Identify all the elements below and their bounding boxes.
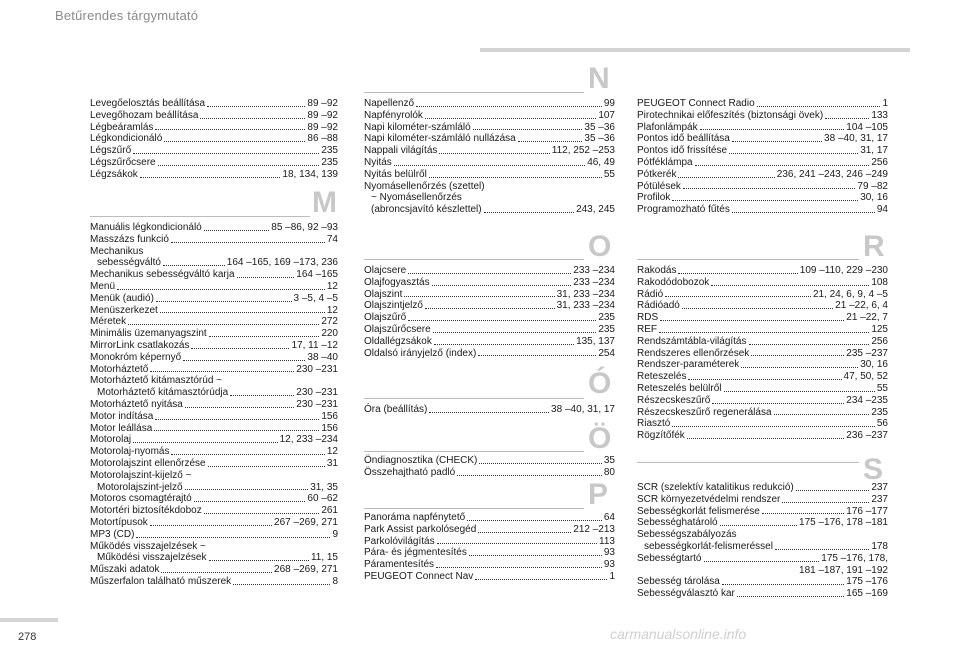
- list-item: Légbeáramlás 89 –92: [90, 121, 338, 133]
- section-divider: [364, 259, 584, 260]
- list-item: Napi kilométer-számláló nullázása 35 –36: [364, 133, 615, 145]
- list-item: Motorháztető kitámasztórúdja 230 –231: [97, 387, 338, 399]
- list-item: Sebességtartó 175 –176, 178,: [637, 552, 888, 564]
- section-divider: [637, 259, 859, 260]
- list-item: PEUGEOT Connect Nav 1: [364, 570, 615, 582]
- list-item: Olajszintjelző 31, 233 –234: [364, 300, 615, 312]
- list-item: Nyitás belülről 55: [364, 168, 615, 180]
- list-item: Pirotechnikai előfeszítés (biztonsági övek) 133: [637, 109, 888, 121]
- list-item: Rádió 21, 24, 6, 9, 4 –5: [637, 288, 888, 300]
- list-item: Monokróm képernyő 38 –40: [90, 351, 338, 363]
- list-item: Olajszűrő 235: [364, 312, 615, 324]
- list-item: Nyitás 46, 49: [364, 156, 615, 168]
- list-item: Motorolajszint ellenőrzése 31: [90, 457, 338, 469]
- page-header-title: Betűrendes tárgymutató: [55, 8, 199, 23]
- list-item: Panoráma napfénytető 64: [364, 512, 615, 523]
- list-item: Motorolajszint-kijelző ~: [90, 469, 192, 481]
- list-item: Sebességválasztó kar 165 –169: [637, 588, 888, 600]
- list-item: REF 125: [637, 323, 888, 335]
- list-item: sebességkorlát-felismeréssel 178: [644, 540, 888, 552]
- list-item: Oldallégzsákok 135, 137: [364, 335, 615, 347]
- list-item: Napellenző 99: [364, 98, 615, 109]
- list-item: Motortéri biztosítékdoboz 261: [90, 505, 338, 517]
- index-block-o: [364, 265, 615, 359]
- section-letter-r: R: [863, 230, 885, 263]
- list-item: Pótkerék 236, 241 –243, 246 –249: [637, 168, 888, 180]
- list-item: Összehajtható padló 80: [364, 466, 615, 478]
- list-item: Pontos idő beállítása 38 –40, 31, 17: [637, 133, 888, 145]
- list-item: Oldalsó irányjelző (index) 254: [364, 347, 615, 359]
- index-block-o-acute: [364, 404, 615, 416]
- list-item: Rendszámtábla-világítás 256: [637, 335, 888, 347]
- list-item: RDS 21 –22, 7: [637, 312, 888, 324]
- list-item: Sebességszabályozás: [637, 529, 737, 541]
- section-divider: [364, 92, 584, 93]
- list-item: Légzsákok 18, 134, 139: [90, 168, 338, 180]
- list-item: Pontos idő frissítése 31, 17: [637, 145, 888, 157]
- list-item: Műszerfalon található műszerek 8: [90, 575, 338, 587]
- index-block-m: [90, 222, 338, 588]
- list-item: Olajszint 31, 233 –234: [364, 288, 615, 300]
- list-item: Levegőhozam beállítása 89 –92: [90, 109, 338, 121]
- list-item: Sebesség tárolása 175 –176: [637, 576, 888, 588]
- list-item: Működés visszajelzések ~: [90, 540, 206, 552]
- list-item: Motorháztető nyitása 230 –231: [90, 398, 338, 410]
- list-item: MP3 (CD) 9: [90, 528, 338, 540]
- index-block-n: [364, 98, 615, 216]
- section-letter-o: O: [588, 230, 612, 263]
- index-block-r: [637, 265, 888, 442]
- list-item: Napfényrolók 107: [364, 109, 615, 121]
- list-item: Olajcsere 233 –234: [364, 265, 615, 276]
- list-item: SCR (szelektív katalitikus redukció) 237: [637, 482, 888, 493]
- list-item: Manuális légkondicionáló 85 –86, 92 –93: [90, 222, 338, 233]
- section-divider: [364, 398, 584, 399]
- list-item: PEUGEOT Connect Radio 1: [637, 98, 888, 109]
- list-item: Plafonlámpák 104 –105: [637, 121, 888, 133]
- list-item: ~ Nyomásellenőrzés: [371, 192, 462, 204]
- list-item: Motorolaj-nyomás 12: [90, 446, 338, 458]
- list-item: 181 –187, 191 –192: [799, 564, 888, 576]
- list-item: Rakodás 109 –110, 229 –230: [637, 265, 888, 276]
- list-item: Olajszűrőcsere 235: [364, 323, 615, 335]
- list-item: Minimális üzemanyagszint 220: [90, 328, 338, 340]
- list-item: Menük (audió) 3 –5, 4 –5: [90, 292, 338, 304]
- list-item: (abroncsjavító készlettel) 243, 245: [371, 204, 615, 216]
- list-item: Pótféklámpa 256: [637, 156, 888, 168]
- page-number: 278: [18, 631, 37, 643]
- list-item: Napi kilométer-számláló 35 –36: [364, 121, 615, 133]
- list-item: Rögzítőfék 236 –237: [637, 430, 888, 442]
- section-letter-p: P: [588, 478, 609, 511]
- list-item: Öndiagnosztika (CHECK) 35: [364, 455, 615, 466]
- index-block-p-continued: [637, 98, 888, 216]
- list-item: Olajfogyasztás 233 –234: [364, 276, 615, 288]
- header-divider: [480, 48, 910, 52]
- list-item: Óra (beállítás) 38 –40, 31, 17: [364, 404, 615, 415]
- list-item: Menü 12: [90, 280, 338, 292]
- list-item: Működési visszajelzések 11, 15: [97, 552, 338, 564]
- section-divider: [364, 508, 584, 509]
- section-letter-n: N: [588, 62, 610, 95]
- list-item: Profilok 30, 16: [637, 192, 888, 204]
- list-item: Motorolaj 12, 233 –234: [90, 434, 338, 446]
- list-item: Légkondicionáló 86 –88: [90, 133, 338, 145]
- list-item: Motor leállása 156: [90, 422, 338, 434]
- list-item: Motorolajszint-jelző 31, 35: [97, 481, 338, 493]
- list-item: Reteszelés 47, 50, 52: [637, 371, 888, 383]
- index-block-o-umlaut: [364, 455, 615, 479]
- list-item: Riasztó 56: [637, 418, 888, 430]
- list-item: Pótülések 79 –82: [637, 180, 888, 192]
- list-item: Nappali világítás 112, 252 –253: [364, 145, 615, 157]
- section-letter-o-acute: Ó: [588, 367, 612, 400]
- list-item: Motor indítása 156: [90, 410, 338, 422]
- list-item: Sebességkorlát felismerése 176 –177: [637, 505, 888, 517]
- footer-divider: [0, 618, 58, 622]
- list-item: Nyomásellenőrzés (szettel): [364, 180, 485, 192]
- list-item: Műszaki adatok 268 –269, 271: [90, 564, 338, 576]
- list-item: Motorháztető 230 –231: [90, 363, 338, 375]
- list-item: Részecskeszűrő 234 –235: [637, 394, 888, 406]
- list-item: Sebességhatároló 175 –176, 178 –181: [637, 517, 888, 529]
- list-item: Parkolóvilágítás 113: [364, 535, 615, 547]
- list-item: Masszázs funkció 74: [90, 233, 338, 245]
- list-item: sebességváltó 164 –165, 169 –173, 236: [97, 257, 338, 269]
- list-item: Páramentesítés 93: [364, 559, 615, 571]
- list-item: Park Assist parkolósegéd 212 –213: [364, 523, 615, 535]
- list-item: Rakodódobozok 108: [637, 276, 888, 288]
- list-item: Rádióadó 21 –22, 6, 4: [637, 300, 888, 312]
- index-block-p: [364, 512, 615, 583]
- list-item: Légszűrő 235: [90, 145, 338, 157]
- list-item: Részecskeszűrő regenerálása 235: [637, 406, 888, 418]
- list-item: Programozható fűtés 94: [637, 204, 888, 216]
- list-item: Motoros csomagtérajtó 60 –62: [90, 493, 338, 505]
- list-item: Rendszer-paraméterek 30, 16: [637, 359, 888, 371]
- index-block-l-continued: [90, 98, 338, 181]
- section-divider: [637, 462, 859, 463]
- list-item: Motorháztető kitámasztórúd ~: [90, 375, 223, 387]
- list-item: SCR környezetvédelmi rendszer 237: [637, 493, 888, 505]
- list-item: Légszűrőcsere 235: [90, 156, 338, 168]
- section-letter-o-umlaut: Ö: [588, 422, 612, 455]
- list-item: MirrorLink csatlakozás 17, 11 –12: [90, 339, 338, 351]
- list-item: Mechanikus: [90, 245, 144, 257]
- list-item: Rendszeres ellenőrzések 235 –237: [637, 347, 888, 359]
- watermark: carmanualsonline.info: [610, 626, 747, 642]
- index-block-s: [637, 482, 888, 600]
- list-item: Mechanikus sebességváltó karja 164 –165: [90, 269, 338, 281]
- list-item: Reteszelés belülről 55: [637, 382, 888, 394]
- section-letter-s: S: [863, 453, 884, 486]
- section-divider: [364, 451, 584, 452]
- list-item: Levegőelosztás beállítása 89 –92: [90, 98, 338, 109]
- list-item: Méretek 272: [90, 316, 338, 328]
- section-letter-m: M: [312, 186, 337, 219]
- section-divider: [90, 216, 310, 217]
- list-item: Motortípusok 267 –269, 271: [90, 516, 338, 528]
- list-item: Pára- és jégmentesítés 93: [364, 547, 615, 559]
- list-item: Menüszerkezet 12: [90, 304, 338, 316]
